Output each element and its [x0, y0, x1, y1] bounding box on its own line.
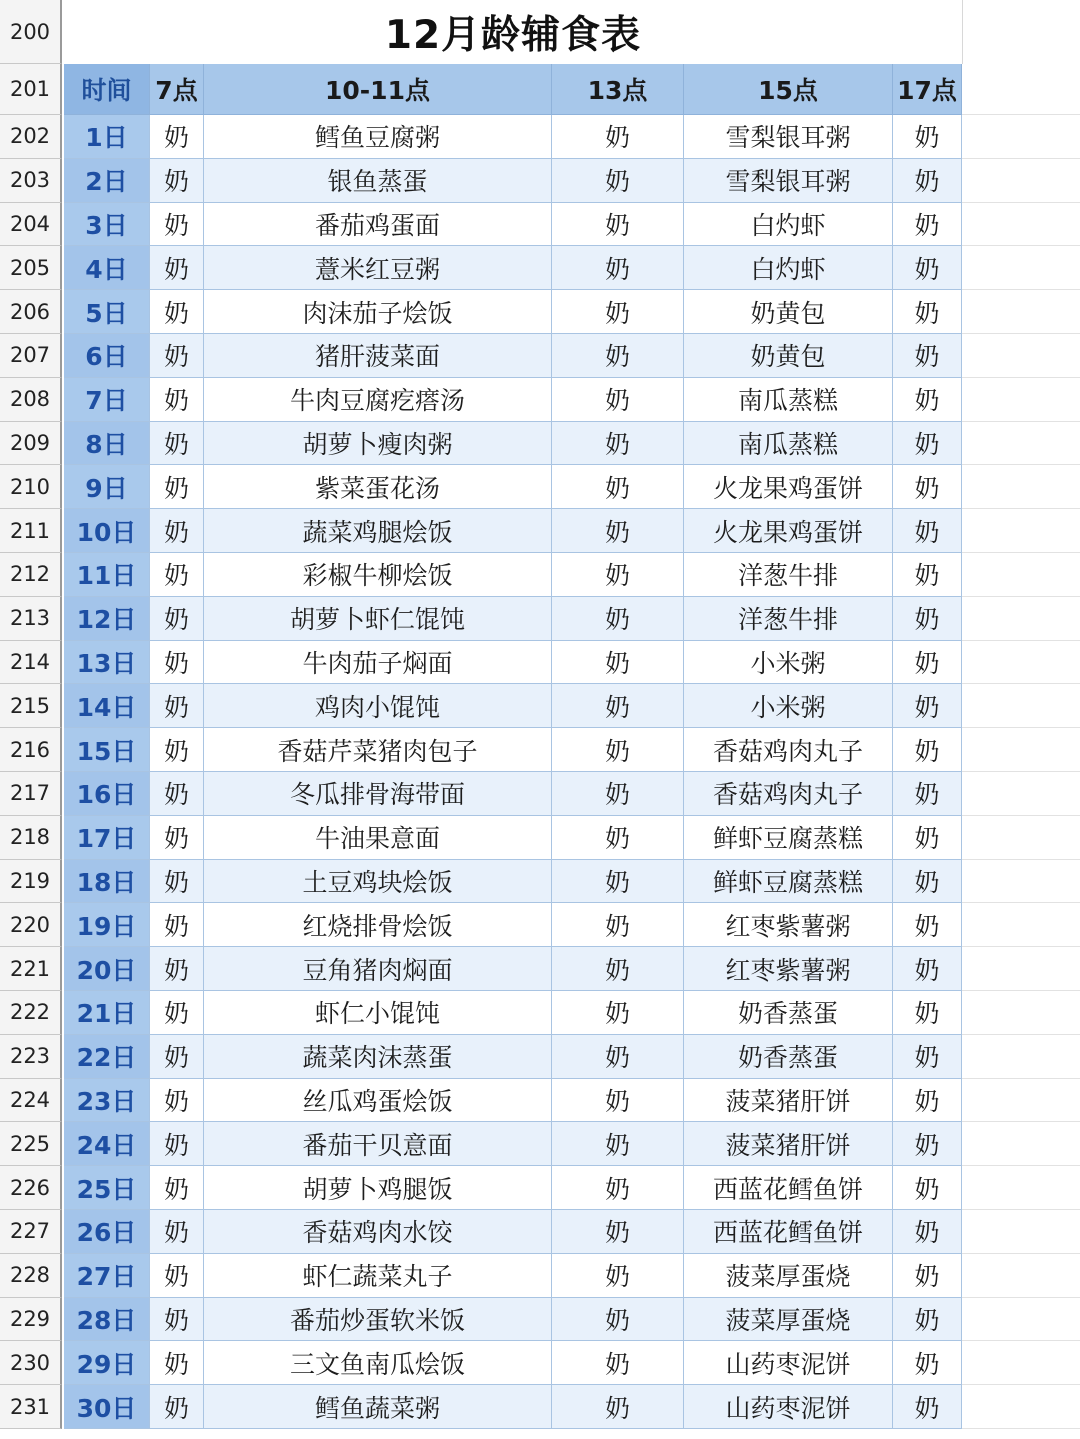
day-cell[interactable]: 30日	[64, 1385, 150, 1429]
table-row	[64, 991, 962, 1035]
meal-17-cell[interactable]: 奶	[893, 1298, 962, 1342]
row-number[interactable]: 208	[0, 378, 62, 422]
day-cell[interactable]: 19日	[64, 903, 150, 947]
meal-13-cell[interactable]: 奶	[552, 246, 684, 290]
meal-13-cell[interactable]: 奶	[552, 641, 684, 685]
day-cell[interactable]: 9日	[64, 465, 150, 509]
day-cell[interactable]: 26日	[64, 1210, 150, 1254]
meal-13-cell[interactable]: 奶	[552, 1035, 684, 1079]
meal-17-cell[interactable]: 奶	[893, 728, 962, 772]
day-cell[interactable]: 10日	[64, 509, 150, 553]
day-cell[interactable]: 6日	[64, 334, 150, 378]
meal-15-cell[interactable]: 鲜虾豆腐蒸糕	[684, 860, 893, 904]
meal-7-cell[interactable]: 奶	[150, 465, 204, 509]
meal-10-11-cell[interactable]: 彩椒牛柳烩饭	[204, 553, 552, 597]
meal-17-cell[interactable]: 奶	[893, 290, 962, 334]
meal-10-11-cell[interactable]: 红烧排骨烩饭	[204, 903, 552, 947]
meal-7-cell[interactable]: 奶	[150, 159, 204, 203]
meal-10-11-cell[interactable]: 胡萝卜鸡腿饭	[204, 1166, 552, 1210]
meal-13-cell[interactable]: 奶	[552, 684, 684, 728]
table-row	[64, 641, 962, 685]
meal-7-cell[interactable]: 奶	[150, 947, 204, 991]
table-row	[64, 1122, 962, 1166]
empty-cell[interactable]	[962, 991, 1080, 1035]
day-cell[interactable]: 20日	[64, 947, 150, 991]
table-row	[64, 1210, 962, 1254]
meal-15-cell[interactable]: 南瓜蒸糕	[684, 378, 893, 422]
empty-cell[interactable]	[962, 947, 1080, 991]
meal-15-cell[interactable]: 香菇鸡肉丸子	[684, 728, 893, 772]
header-cell-time[interactable]: 时间	[64, 64, 150, 115]
meal-17-cell[interactable]: 奶	[893, 772, 962, 816]
meal-10-11-cell[interactable]: 番茄干贝意面	[204, 1122, 552, 1166]
row-number[interactable]: 215	[0, 684, 62, 728]
empty-cell[interactable]	[962, 641, 1080, 685]
meal-15-cell[interactable]: 菠菜厚蛋烧	[684, 1298, 893, 1342]
row-number[interactable]: 225	[0, 1122, 62, 1166]
table-row	[64, 1166, 962, 1210]
meal-7-cell[interactable]: 奶	[150, 772, 204, 816]
table-row	[64, 947, 962, 991]
meal-17-cell[interactable]: 奶	[893, 1385, 962, 1429]
table-row	[64, 597, 962, 641]
meal-10-11-cell[interactable]: 鳕鱼豆腐粥	[204, 115, 552, 159]
day-cell[interactable]: 23日	[64, 1079, 150, 1123]
empty-cell[interactable]	[962, 422, 1080, 466]
day-cell[interactable]: 11日	[64, 553, 150, 597]
table-row	[64, 1385, 962, 1429]
meal-13-cell[interactable]: 奶	[552, 115, 684, 159]
row-number[interactable]: 202	[0, 115, 62, 159]
meal-13-cell[interactable]: 奶	[552, 728, 684, 772]
day-cell[interactable]: 7日	[64, 378, 150, 422]
table-row	[64, 1079, 962, 1123]
meal-13-cell[interactable]: 奶	[552, 378, 684, 422]
empty-cell[interactable]	[962, 1079, 1080, 1123]
row-number[interactable]: 228	[0, 1254, 62, 1298]
meal-15-cell[interactable]: 红枣紫薯粥	[684, 903, 893, 947]
table-row	[64, 115, 962, 159]
meal-17-cell[interactable]: 奶	[893, 203, 962, 247]
meal-15-cell[interactable]: 南瓜蒸糕	[684, 422, 893, 466]
meal-13-cell[interactable]: 奶	[552, 1079, 684, 1123]
meal-7-cell[interactable]: 奶	[150, 728, 204, 772]
meal-13-cell[interactable]: 奶	[552, 597, 684, 641]
empty-cell[interactable]	[962, 1341, 1080, 1385]
meal-17-cell[interactable]: 奶	[893, 159, 962, 203]
meal-10-11-cell[interactable]: 牛油果意面	[204, 816, 552, 860]
meal-17-cell[interactable]: 奶	[893, 115, 962, 159]
meal-13-cell[interactable]: 奶	[552, 1122, 684, 1166]
day-cell[interactable]: 12日	[64, 597, 150, 641]
empty-cell[interactable]	[962, 772, 1080, 816]
meal-7-cell[interactable]: 奶	[150, 246, 204, 290]
meal-7-cell[interactable]: 奶	[150, 334, 204, 378]
day-cell[interactable]: 2日	[64, 159, 150, 203]
meal-17-cell[interactable]: 奶	[893, 246, 962, 290]
meal-17-cell[interactable]: 奶	[893, 1122, 962, 1166]
meal-7-cell[interactable]: 奶	[150, 597, 204, 641]
meal-7-cell[interactable]: 奶	[150, 553, 204, 597]
empty-cell[interactable]	[962, 553, 1080, 597]
header-cell-10-11[interactable]: 10-11点	[204, 64, 552, 115]
day-cell[interactable]: 13日	[64, 641, 150, 685]
meal-7-cell[interactable]: 奶	[150, 1210, 204, 1254]
meal-10-11-cell[interactable]: 丝瓜鸡蛋烩饭	[204, 1079, 552, 1123]
meal-15-cell[interactable]: 火龙果鸡蛋饼	[684, 509, 893, 553]
meal-10-11-cell[interactable]: 蔬菜肉沫蒸蛋	[204, 1035, 552, 1079]
meal-10-11-cell[interactable]: 牛肉茄子焖面	[204, 641, 552, 685]
row-number[interactable]: 216	[0, 728, 62, 772]
meal-10-11-cell[interactable]: 豆角猪肉焖面	[204, 947, 552, 991]
day-cell[interactable]: 1日	[64, 115, 150, 159]
meal-7-cell[interactable]: 奶	[150, 203, 204, 247]
empty-cell[interactable]	[962, 290, 1080, 334]
row-number[interactable]: 211	[0, 509, 62, 553]
meal-7-cell[interactable]: 奶	[150, 115, 204, 159]
empty-cell[interactable]	[962, 203, 1080, 247]
empty-cell[interactable]	[962, 465, 1080, 509]
table-row	[64, 860, 962, 904]
meal-15-cell[interactable]: 山药枣泥饼	[684, 1341, 893, 1385]
meal-10-11-cell[interactable]: 虾仁小馄饨	[204, 991, 552, 1035]
empty-cell[interactable]	[962, 246, 1080, 290]
meal-17-cell[interactable]: 奶	[893, 991, 962, 1035]
meal-13-cell[interactable]: 奶	[552, 1385, 684, 1429]
meal-15-cell[interactable]: 香菇鸡肉丸子	[684, 772, 893, 816]
meal-17-cell[interactable]: 奶	[893, 334, 962, 378]
header-cell-15[interactable]: 15点	[684, 64, 893, 115]
meal-13-cell[interactable]: 奶	[552, 509, 684, 553]
table-row	[64, 422, 962, 466]
day-cell[interactable]: 3日	[64, 203, 150, 247]
meal-13-cell[interactable]: 奶	[552, 772, 684, 816]
row-number[interactable]: 207	[0, 334, 62, 378]
meal-15-cell[interactable]: 西蓝花鳕鱼饼	[684, 1166, 893, 1210]
empty-cell[interactable]	[962, 903, 1080, 947]
meal-13-cell[interactable]: 奶	[552, 290, 684, 334]
meal-13-cell[interactable]: 奶	[552, 947, 684, 991]
meal-13-cell[interactable]: 奶	[552, 553, 684, 597]
empty-cell[interactable]	[962, 509, 1080, 553]
meal-7-cell[interactable]: 奶	[150, 1122, 204, 1166]
row-number[interactable]: 206	[0, 290, 62, 334]
empty-cell[interactable]	[962, 728, 1080, 772]
meal-17-cell[interactable]: 奶	[893, 1035, 962, 1079]
meal-17-cell[interactable]: 奶	[893, 1166, 962, 1210]
header-cell-17[interactable]: 17点	[893, 64, 962, 115]
meal-10-11-cell[interactable]: 虾仁蔬菜丸子	[204, 1254, 552, 1298]
meal-10-11-cell[interactable]: 鳕鱼蔬菜粥	[204, 1385, 552, 1429]
empty-cell[interactable]	[962, 1254, 1080, 1298]
meal-15-cell[interactable]: 山药枣泥饼	[684, 1385, 893, 1429]
meal-7-cell[interactable]: 奶	[150, 378, 204, 422]
meal-17-cell[interactable]: 奶	[893, 1254, 962, 1298]
row-number[interactable]: 221	[0, 947, 62, 991]
day-cell[interactable]: 15日	[64, 728, 150, 772]
table-row	[64, 684, 962, 728]
row-number[interactable]: 219	[0, 860, 62, 904]
empty-cell[interactable]	[962, 684, 1080, 728]
meal-15-cell[interactable]: 菠菜厚蛋烧	[684, 1254, 893, 1298]
meal-17-cell[interactable]: 奶	[893, 422, 962, 466]
row-number[interactable]: 213	[0, 597, 62, 641]
meal-17-cell[interactable]: 奶	[893, 1210, 962, 1254]
row-number[interactable]: 209	[0, 422, 62, 466]
empty-cell[interactable]	[962, 1166, 1080, 1210]
day-cell[interactable]: 18日	[64, 860, 150, 904]
meal-7-cell[interactable]: 奶	[150, 509, 204, 553]
empty-cell[interactable]	[962, 816, 1080, 860]
meal-15-cell[interactable]: 奶黄包	[684, 290, 893, 334]
meal-10-11-cell[interactable]: 胡萝卜瘦肉粥	[204, 422, 552, 466]
meal-13-cell[interactable]: 奶	[552, 1166, 684, 1210]
meal-15-cell[interactable]: 雪梨银耳粥	[684, 159, 893, 203]
day-cell[interactable]: 16日	[64, 772, 150, 816]
meal-7-cell[interactable]: 奶	[150, 903, 204, 947]
meal-15-cell[interactable]: 奶香蒸蛋	[684, 1035, 893, 1079]
meal-10-11-cell[interactable]: 胡萝卜虾仁馄饨	[204, 597, 552, 641]
meal-10-11-cell[interactable]: 薏米红豆粥	[204, 246, 552, 290]
row-number[interactable]: 204	[0, 203, 62, 247]
meal-10-11-cell[interactable]: 番茄炒蛋软米饭	[204, 1298, 552, 1342]
meal-7-cell[interactable]: 奶	[150, 684, 204, 728]
day-cell[interactable]: 21日	[64, 991, 150, 1035]
meal-15-cell[interactable]: 白灼虾	[684, 246, 893, 290]
meal-15-cell[interactable]: 洋葱牛排	[684, 553, 893, 597]
row-number[interactable]: 227	[0, 1210, 62, 1254]
meal-13-cell[interactable]: 奶	[552, 1254, 684, 1298]
row-number[interactable]: 223	[0, 1035, 62, 1079]
table-row	[64, 1035, 962, 1079]
table-row	[64, 903, 962, 947]
meal-13-cell[interactable]: 奶	[552, 334, 684, 378]
empty-cell[interactable]	[962, 378, 1080, 422]
meal-10-11-cell[interactable]: 肉沫茄子烩饭	[204, 290, 552, 334]
table-row	[64, 290, 962, 334]
meal-10-11-cell[interactable]: 冬瓜排骨海带面	[204, 772, 552, 816]
meal-10-11-cell[interactable]: 番茄鸡蛋面	[204, 203, 552, 247]
empty-cell[interactable]	[962, 1385, 1080, 1429]
meal-10-11-cell[interactable]: 土豆鸡块烩饭	[204, 860, 552, 904]
meal-10-11-cell[interactable]: 香菇鸡肉水饺	[204, 1210, 552, 1254]
row-number[interactable]: 224	[0, 1079, 62, 1123]
meal-13-cell[interactable]: 奶	[552, 816, 684, 860]
sheet-title-cell[interactable]: 12月龄辅食表	[384, 13, 642, 58]
meal-13-cell[interactable]: 奶	[552, 991, 684, 1035]
meal-13-cell[interactable]: 奶	[552, 159, 684, 203]
meal-15-cell[interactable]: 白灼虾	[684, 203, 893, 247]
empty-cell[interactable]	[962, 334, 1080, 378]
empty-cell[interactable]	[962, 159, 1080, 203]
row-number[interactable]: 230	[0, 1341, 62, 1385]
empty-cell[interactable]	[962, 0, 1080, 64]
meal-15-cell[interactable]: 雪梨银耳粥	[684, 115, 893, 159]
row-number[interactable]: 222	[0, 991, 62, 1035]
meal-10-11-cell[interactable]: 猪肝菠菜面	[204, 334, 552, 378]
table-row	[64, 772, 962, 816]
table-row	[64, 378, 962, 422]
meal-7-cell[interactable]: 奶	[150, 1166, 204, 1210]
meal-10-11-cell[interactable]: 蔬菜鸡腿烩饭	[204, 509, 552, 553]
meal-15-cell[interactable]: 洋葱牛排	[684, 597, 893, 641]
meal-10-11-cell[interactable]: 鸡肉小馄饨	[204, 684, 552, 728]
table-row	[64, 159, 962, 203]
row-number[interactable]: 231	[0, 1385, 62, 1429]
meal-17-cell[interactable]: 奶	[893, 378, 962, 422]
meal-15-cell[interactable]: 奶黄包	[684, 334, 893, 378]
meal-13-cell[interactable]: 奶	[552, 1298, 684, 1342]
meal-15-cell[interactable]: 小米粥	[684, 684, 893, 728]
meal-7-cell[interactable]: 奶	[150, 422, 204, 466]
row-number[interactable]: 205	[0, 246, 62, 290]
meal-7-cell[interactable]: 奶	[150, 290, 204, 334]
table-row	[64, 728, 962, 772]
header-row	[64, 64, 962, 115]
row-number[interactable]: 212	[0, 553, 62, 597]
meal-15-cell[interactable]: 菠菜猪肝饼	[684, 1079, 893, 1123]
row-number[interactable]: 229	[0, 1298, 62, 1342]
meal-10-11-cell[interactable]: 牛肉豆腐疙瘩汤	[204, 378, 552, 422]
meal-15-cell[interactable]: 火龙果鸡蛋饼	[684, 465, 893, 509]
meal-17-cell[interactable]: 奶	[893, 597, 962, 641]
empty-cell[interactable]	[962, 1122, 1080, 1166]
day-cell[interactable]: 25日	[64, 1166, 150, 1210]
meal-7-cell[interactable]: 奶	[150, 816, 204, 860]
empty-cell[interactable]	[962, 115, 1080, 159]
empty-cell[interactable]	[962, 860, 1080, 904]
meal-17-cell[interactable]: 奶	[893, 816, 962, 860]
meal-7-cell[interactable]: 奶	[150, 1035, 204, 1079]
header-cell-7[interactable]: 7点	[150, 64, 204, 115]
meal-10-11-cell[interactable]: 银鱼蒸蛋	[204, 159, 552, 203]
table-row	[64, 1254, 962, 1298]
meal-10-11-cell[interactable]: 紫菜蛋花汤	[204, 465, 552, 509]
empty-cell[interactable]	[962, 64, 1080, 115]
table-row	[64, 816, 962, 860]
row-number[interactable]: 200	[0, 0, 62, 64]
meal-17-cell[interactable]: 奶	[893, 1079, 962, 1123]
meal-15-cell[interactable]: 小米粥	[684, 641, 893, 685]
meal-13-cell[interactable]: 奶	[552, 422, 684, 466]
meal-7-cell[interactable]: 奶	[150, 860, 204, 904]
meal-17-cell[interactable]: 奶	[893, 509, 962, 553]
meal-13-cell[interactable]: 奶	[552, 860, 684, 904]
meal-13-cell[interactable]: 奶	[552, 465, 684, 509]
meal-7-cell[interactable]: 奶	[150, 641, 204, 685]
row-number[interactable]: 210	[0, 465, 62, 509]
meal-17-cell[interactable]: 奶	[893, 553, 962, 597]
meal-15-cell[interactable]: 西蓝花鳕鱼饼	[684, 1210, 893, 1254]
row-number[interactable]: 217	[0, 772, 62, 816]
header-cell-13[interactable]: 13点	[552, 64, 684, 115]
table-row	[64, 465, 962, 509]
meal-17-cell[interactable]: 奶	[893, 903, 962, 947]
meal-10-11-cell[interactable]: 香菇芹菜猪肉包子	[204, 728, 552, 772]
empty-cell[interactable]	[962, 1298, 1080, 1342]
day-cell[interactable]: 8日	[64, 422, 150, 466]
table-row	[64, 334, 962, 378]
meal-15-cell[interactable]: 奶香蒸蛋	[684, 991, 893, 1035]
table-row	[64, 509, 962, 553]
empty-cell[interactable]	[962, 1210, 1080, 1254]
day-cell[interactable]: 4日	[64, 246, 150, 290]
row-number[interactable]: 214	[0, 641, 62, 685]
day-cell[interactable]: 22日	[64, 1035, 150, 1079]
meal-17-cell[interactable]: 奶	[893, 947, 962, 991]
meal-7-cell[interactable]: 奶	[150, 1385, 204, 1429]
meal-7-cell[interactable]: 奶	[150, 1254, 204, 1298]
meal-13-cell[interactable]: 奶	[552, 903, 684, 947]
day-cell[interactable]: 14日	[64, 684, 150, 728]
empty-cell[interactable]	[962, 597, 1080, 641]
table-row	[64, 1341, 962, 1385]
day-cell[interactable]: 5日	[64, 290, 150, 334]
table-row	[64, 553, 962, 597]
meal-17-cell[interactable]: 奶	[893, 641, 962, 685]
table-row	[64, 246, 962, 290]
meal-13-cell[interactable]: 奶	[552, 203, 684, 247]
day-cell[interactable]: 28日	[64, 1298, 150, 1342]
table-row	[64, 203, 962, 247]
meal-7-cell[interactable]: 奶	[150, 1298, 204, 1342]
meal-17-cell[interactable]: 奶	[893, 1341, 962, 1385]
meal-7-cell[interactable]: 奶	[150, 1079, 204, 1123]
empty-cell[interactable]	[962, 1035, 1080, 1079]
meal-15-cell[interactable]: 鲜虾豆腐蒸糕	[684, 816, 893, 860]
meal-13-cell[interactable]: 奶	[552, 1210, 684, 1254]
meal-7-cell[interactable]: 奶	[150, 991, 204, 1035]
day-cell[interactable]: 17日	[64, 816, 150, 860]
meal-17-cell[interactable]: 奶	[893, 684, 962, 728]
day-cell[interactable]: 27日	[64, 1254, 150, 1298]
meal-17-cell[interactable]: 奶	[893, 465, 962, 509]
meal-15-cell[interactable]: 菠菜猪肝饼	[684, 1122, 893, 1166]
row-number[interactable]: 218	[0, 816, 62, 860]
row-number[interactable]: 201	[0, 64, 62, 115]
meal-10-11-cell[interactable]: 三文鱼南瓜烩饭	[204, 1341, 552, 1385]
table-row	[64, 1298, 962, 1342]
meal-15-cell[interactable]: 红枣紫薯粥	[684, 947, 893, 991]
meal-17-cell[interactable]: 奶	[893, 860, 962, 904]
day-cell[interactable]: 29日	[64, 1341, 150, 1385]
meal-7-cell[interactable]: 奶	[150, 1341, 204, 1385]
row-number[interactable]: 220	[0, 903, 62, 947]
row-number[interactable]: 203	[0, 159, 62, 203]
meal-13-cell[interactable]: 奶	[552, 1341, 684, 1385]
row-number[interactable]: 226	[0, 1166, 62, 1210]
day-cell[interactable]: 24日	[64, 1122, 150, 1166]
